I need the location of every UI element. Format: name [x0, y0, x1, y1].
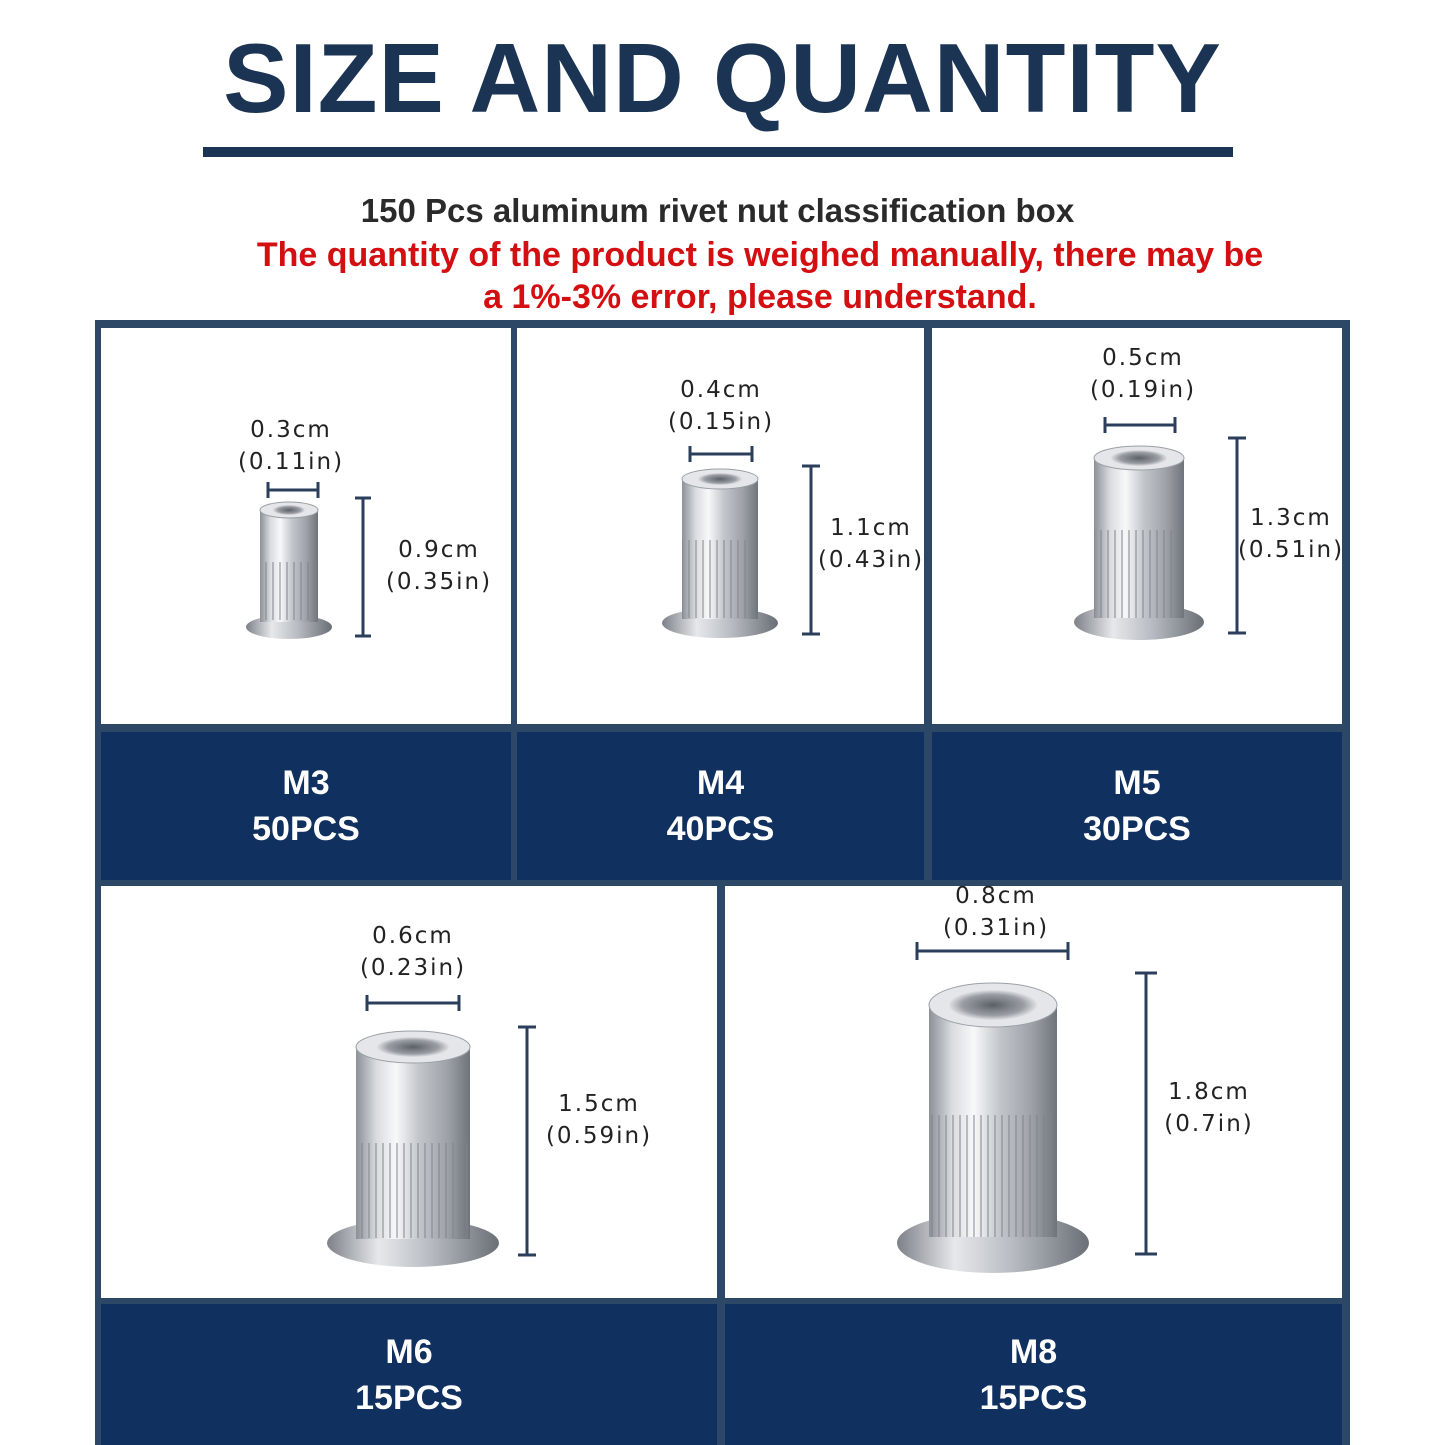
quantity-label: 15PCS: [979, 1378, 1088, 1417]
notice-line-1: The quantity of the product is weighed manually, there may be: [256, 236, 1264, 274]
quantity-label: 40PCS: [666, 810, 775, 848]
diameter-cm: 0.3cm: [250, 417, 332, 443]
length-label-m6: [536, 1088, 662, 1152]
diameter-marker-m3: [268, 482, 318, 498]
notice-line-2: a 1%-3% error, please understand.: [483, 278, 1037, 316]
length-cm: 1.1cm: [830, 515, 912, 541]
diameter-in: (0.31in): [942, 915, 1050, 941]
diameter-cm: 0.5cm: [1102, 345, 1184, 371]
diameter-cm: 0.6cm: [372, 923, 454, 949]
size-label: M5: [1113, 764, 1161, 802]
length-in: (0.35in): [385, 569, 493, 595]
length-cm: 1.8cm: [1168, 1079, 1250, 1105]
length-cm: 1.3cm: [1250, 505, 1332, 531]
length-cm: 1.5cm: [558, 1091, 640, 1117]
diameter-in: (0.11in): [237, 449, 345, 475]
length-in: (0.51in): [1237, 537, 1345, 563]
diameter-marker-m8: [917, 942, 1068, 960]
size-label: M3: [282, 764, 330, 802]
size-label: M8: [1009, 1332, 1058, 1371]
length-label-m8: [1146, 1076, 1272, 1140]
length-in: (0.43in): [817, 547, 925, 573]
quantity-label: 15PCS: [355, 1378, 463, 1417]
diameter-cm: 0.8cm: [955, 883, 1037, 909]
diameter-marker-m5: [1105, 417, 1175, 433]
quantity-label: 30PCS: [1083, 810, 1191, 848]
quantity-label: 50PCS: [252, 810, 360, 848]
diameter-in: (0.23in): [359, 955, 467, 981]
diameter-label-m3: [228, 414, 354, 478]
length-label-m3: [376, 534, 502, 598]
product-subtitle: 150 Pcs aluminum rivet nut classification box: [360, 192, 1075, 229]
length-label-m4: [808, 512, 934, 576]
diameter-in: (0.15in): [667, 409, 775, 435]
page-title: SIZE AND QUANTITY: [223, 23, 1222, 133]
diameter-cm: 0.4cm: [680, 377, 762, 403]
diameter-marker-m6: [367, 995, 459, 1011]
diameter-in: (0.19in): [1089, 377, 1197, 403]
size-label: M4: [696, 764, 745, 802]
length-label-m5: [1228, 502, 1354, 566]
diameter-label-m6: [350, 920, 476, 984]
length-in: (0.59in): [545, 1123, 653, 1149]
diameter-marker-m4: [690, 446, 752, 462]
length-cm: 0.9cm: [398, 537, 480, 563]
diameter-label-m4: [658, 374, 784, 438]
length-in: (0.7in): [1164, 1111, 1254, 1137]
diameter-label-m5: [1080, 342, 1206, 406]
size-label: M6: [385, 1332, 433, 1371]
length-marker-m3: [355, 498, 371, 636]
diameter-label-m8: [933, 880, 1059, 944]
length-marker-m6: [518, 1027, 536, 1255]
